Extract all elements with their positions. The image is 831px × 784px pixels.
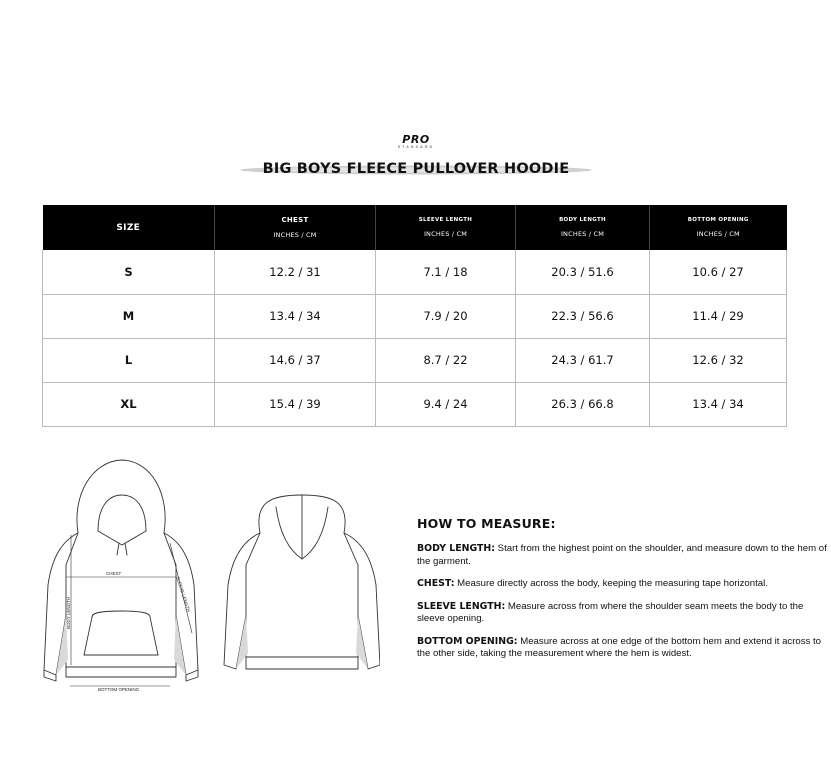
- body-length-label: BODY LENGTH: [66, 596, 71, 629]
- size-chart-table: [42, 205, 787, 427]
- size-cell: L: [43, 338, 215, 382]
- header-chest: CHEST INCHES / CM: [215, 205, 376, 250]
- body-length-cell: 20.3 / 51.6: [516, 250, 650, 294]
- body-length-cell: 26.3 / 66.8: [516, 382, 650, 426]
- size-cell: M: [43, 294, 215, 338]
- chest-cell: 12.2 / 31: [215, 250, 376, 294]
- measure-instruction: CHEST: Measure directly across the body, keeping the measuring tape horizontal.: [417, 578, 768, 589]
- bottom-opening-cell: 13.4 / 34: [650, 382, 787, 426]
- bottom-opening-cell: 10.6 / 27: [650, 250, 787, 294]
- sleeve-cell: 7.9 / 20: [376, 294, 516, 338]
- body-length-cell: 22.3 / 56.6: [516, 294, 650, 338]
- brand-name: PRO: [402, 133, 430, 146]
- measure-instruction: SLEEVE LENGTH: Measure across from where the shoulder seam meets the body to the sleeve opening.: [417, 600, 804, 624]
- table-row: [43, 338, 787, 382]
- sleeve-length-label: SLEEVE LENGTH: [175, 575, 192, 613]
- sleeve-cell: 9.4 / 24: [376, 382, 516, 426]
- bottom-opening-cell: 11.4 / 29: [650, 294, 787, 338]
- header-sleeve-length: SLEEVE LENGTH INCHES / CM: [376, 205, 516, 250]
- header-bottom-opening: BOTTOM OPENING INCHES / CM: [650, 205, 787, 250]
- how-to-measure-heading: HOW TO MEASURE:: [417, 516, 556, 531]
- table-row: [43, 250, 787, 294]
- brand-tagline: STANDARD: [397, 145, 435, 149]
- chest-cell: 15.4 / 39: [215, 382, 376, 426]
- bottom-opening-cell: 12.6 / 32: [650, 338, 787, 382]
- sleeve-cell: 8.7 / 22: [376, 338, 516, 382]
- hoodie-diagram: [40, 455, 380, 695]
- table-row: [43, 294, 787, 338]
- title-block: [236, 158, 596, 182]
- header-size: SIZE: [43, 205, 215, 250]
- bottom-opening-label: BOTTOM OPENING: [98, 687, 140, 692]
- chest-label: CHEST: [106, 571, 122, 576]
- measure-instruction: BODY LENGTH: Start from the highest point on the shoulder, and measure down to the hem of the garment.: [417, 543, 827, 567]
- header-body-length: BODY LENGTH INCHES / CM: [516, 205, 650, 250]
- sleeve-cell: 7.1 / 18: [376, 250, 516, 294]
- size-cell: XL: [43, 382, 215, 426]
- brand-logo: [388, 135, 444, 151]
- chest-cell: 13.4 / 34: [215, 294, 376, 338]
- measure-instruction: BOTTOM OPENING: Measure across at one edge of the bottom hem and extend it across to the other side, taking the measurement where the hem is widest.: [417, 635, 822, 659]
- table-row: [43, 382, 787, 426]
- size-cell: S: [43, 250, 215, 294]
- table-header-row: [43, 205, 787, 250]
- body-length-cell: 24.3 / 61.7: [516, 338, 650, 382]
- how-to-measure-section: [417, 516, 827, 671]
- page-title: BIG BOYS FLEECE PULLOVER HOODIE: [262, 161, 570, 177]
- chest-cell: 14.6 / 37: [215, 338, 376, 382]
